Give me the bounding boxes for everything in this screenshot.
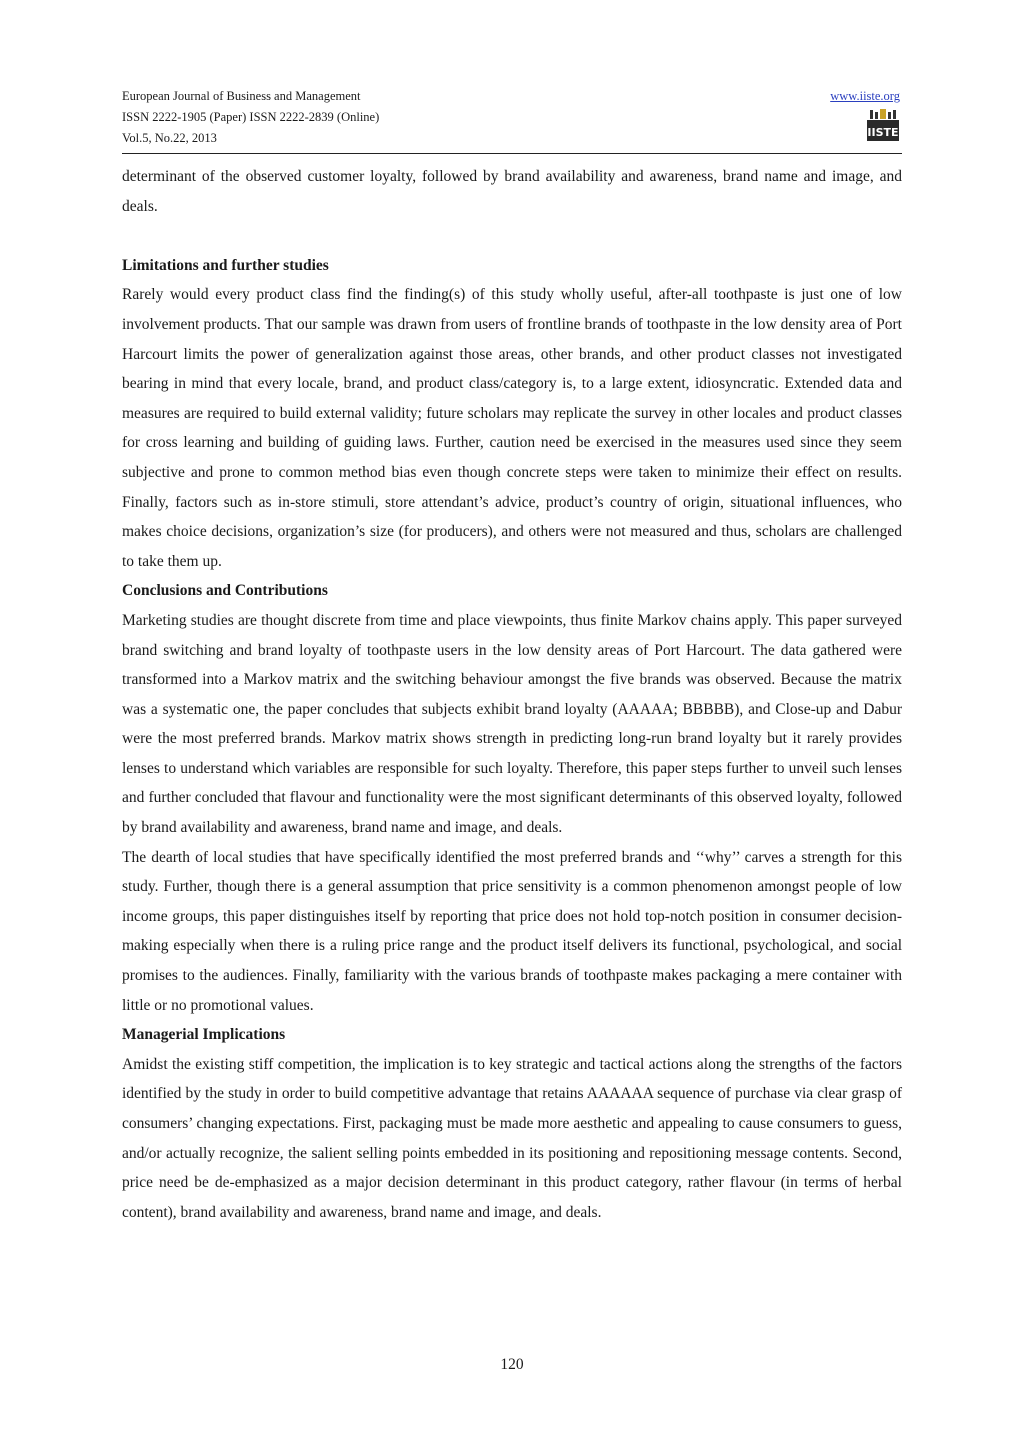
journal-info bbox=[122, 86, 379, 149]
page-number: 120 bbox=[500, 1356, 524, 1373]
section-heading-limitations: Limitations and further studies bbox=[122, 256, 329, 274]
svg-text:IISTE: IISTE bbox=[867, 126, 899, 139]
managerial-paragraph: Amidst the existing stiff competition, the implication is to key strategic and tactical actions along the strengths of the factors identified by the study in order to build competitive advantage that retains AAAAAA sequence of purchase via clear grasp of consumers’ changing expectations. First, packaging must be made more aesthetic and appealing to cause consumers to guess, and/or actually recognize, the salient selling points embedded in its positioning and repositioning message contents. Second, price need be de-emphasized as a major decision determinant in this product category, rather flavour (in terms of herbal content), brand availability and awareness, brand name and image, and deals. bbox=[122, 1055, 902, 1221]
section-heading-conclusions: Conclusions and Contributions bbox=[122, 582, 328, 600]
journal-issn: ISSN 2222-1905 (Paper) ISSN 2222-2839 (Online) bbox=[122, 110, 380, 124]
journal-website-link[interactable]: www.iiste.org bbox=[830, 89, 900, 103]
conclusions-paragraph-2: The dearth of local studies that have specifically identified the most preferred brands and ‘‘why’’ carves a strength for this study. Further, though there is a general assumption that price sensitivity is a common phenomenon amongst people of low income groups, this paper distinguishes itself by reporting that price does not hold top-notch position in consumer decision-making especially when there is a ruling price range and the product itself delivers its functional, psychological, and social promises to the audiences. Finally, familiarity with the various brands of toothpaste makes packaging a mere container with little or no promotional values. bbox=[122, 848, 902, 1014]
page-header bbox=[122, 86, 902, 152]
conclusions-paragraph-1: Marketing studies are thought discrete from time and place viewpoints, thus finite Markov chains apply. This paper surveyed brand switching and brand loyalty of toothpaste users in the low density areas of Port Harcourt. The data gathered were transformed into a Markov matrix and the switching behaviour amongst the five brands was observed. Because the matrix was a systematic one, the paper concludes that subjects exhibit brand loyalty (AAAAA; BBBBB), and Close-up and Dabur were the most preferred brands. Markov matrix shows strength in predicting long-run brand loyalty but it rarely provides lenses to understand which variables are responsible for such loyalty. Therefore, this paper steps further to unveil such lenses and further concluded that flavour and functionality were the most significant determinants of this observed loyalty, followed by brand availability and awareness, brand name and image, and deals. bbox=[122, 611, 902, 837]
intro-paragraph: determinant of the observed customer loyalty, followed by brand availability and awareness, brand name and image, and deals. bbox=[122, 168, 902, 215]
journal-volume: Vol.5, No.22, 2013 bbox=[122, 131, 217, 145]
header-divider bbox=[122, 153, 902, 154]
section-heading-managerial: Managerial Implications bbox=[122, 1026, 286, 1044]
limitations-paragraph: Rarely would every product class find the finding(s) of this study wholly useful, after-all toothpaste is just one of low involvement products. That our sample was drawn from users of frontline brands of toothpaste in the low density area of Port Harcourt limits the power of generalization against those areas, other brands, and other product classes not investigated bearing in mind that every locale, brand, and product class/category is, to a large extent, idiosyncratic. Extended data and measures are required to build external validity; future scholars may replicate the survey in other locales and product classes for cross learning and building of guiding laws. Further, caution need be exercised in the measures used since they seem subjective and prone to common method bias even though concrete steps were taken to minimize their effect on results. Finally, factors such as in-store stimuli, store attendant’s advice, product’s country of origin, situational influences, who makes choice decisions, organization’s size (for producers), and others were not measured and thus, scholars are challenged to take them up. bbox=[122, 286, 902, 570]
journal-title: European Journal of Business and Management bbox=[122, 89, 361, 103]
iiste-logo bbox=[866, 108, 900, 142]
article-body bbox=[122, 162, 902, 1227]
spacer bbox=[122, 221, 902, 251]
